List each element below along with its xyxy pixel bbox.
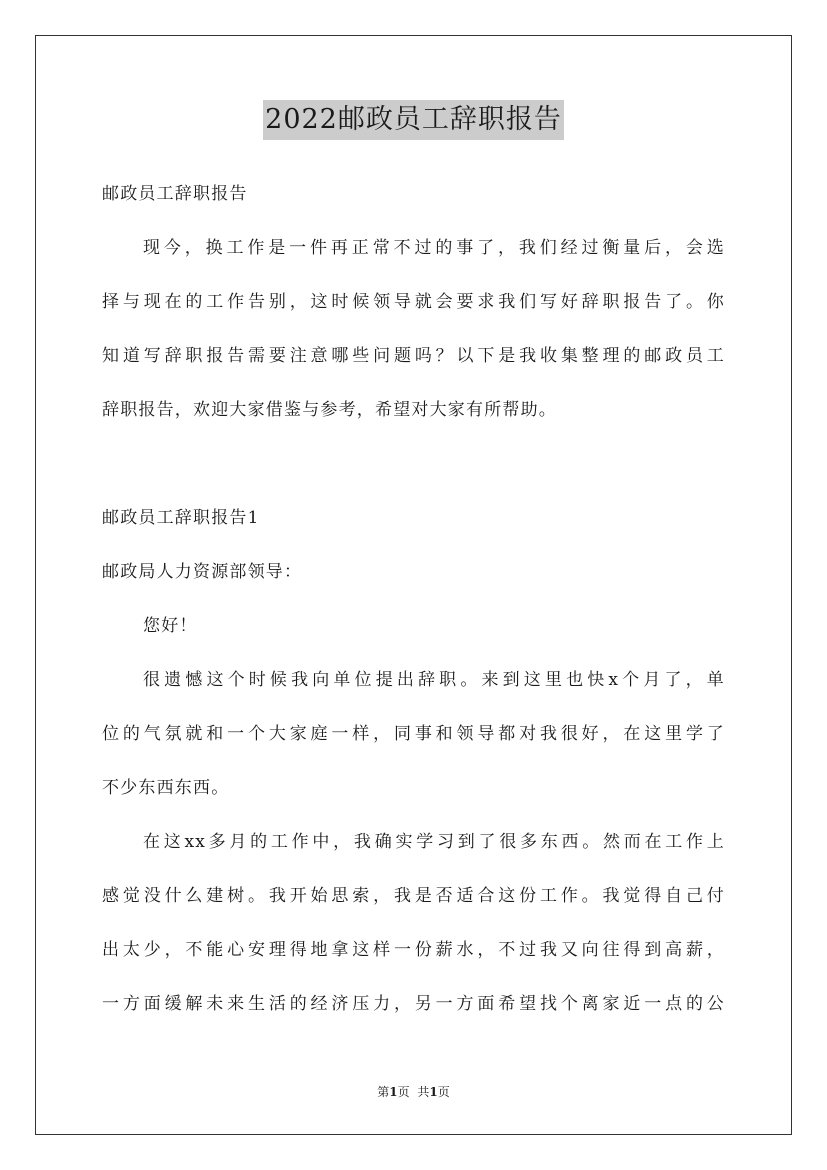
salutation: 邮政局人力资源部领导： <box>102 562 303 582</box>
total-suffix: 页 <box>437 1085 450 1099</box>
intro-line-1: 现今，换工作是一件再正常不过的事了，我们经过衡量后，会选 <box>143 238 725 258</box>
para2-line-1: 在这xx多月的工作中，我确实学习到了很多东西。然而在工作上 <box>143 832 725 852</box>
section-heading: 邮政员工辞职报告1 <box>102 508 260 528</box>
total-number: 1 <box>429 1085 438 1099</box>
document-title: 2022邮政员工辞职报告 <box>263 100 564 140</box>
intro-line-3: 知道写辞职报告需要注意哪些问题吗？以下是我收集整理的邮政员工 <box>102 346 725 366</box>
para2-line-3: 出太少，不能心安理得地拿这样一份薪水，不过我又向往得到高薪， <box>102 940 725 960</box>
total-prefix: 共 <box>417 1085 430 1099</box>
document-subtitle: 邮政员工辞职报告 <box>102 184 248 204</box>
para1-line-3: 不少东西东西。 <box>102 778 230 798</box>
para1-line-2: 位的气氛就和一个大家庭一样，同事和领导都对我很好，在这里学了 <box>102 724 725 744</box>
page-prefix: 第 <box>377 1085 390 1099</box>
page-footer <box>0 1084 827 1100</box>
page-number: 1 <box>389 1085 398 1099</box>
title-container <box>0 100 827 140</box>
greeting: 您好！ <box>143 616 198 636</box>
para2-line-2: 感觉没什么建树。我开始思索，我是否适合这份工作。我觉得自己付 <box>102 886 725 906</box>
intro-line-4: 辞职报告，欢迎大家借鉴与参考，希望对大家有所帮助。 <box>102 400 557 420</box>
para1-line-1: 很遗憾这个时候我向单位提出辞职。来到这里也快x个月了，单 <box>143 670 725 690</box>
para2-line-4: 一方面缓解未来生活的经济压力，另一方面希望找个离家近一点的公 <box>102 994 725 1014</box>
intro-line-2: 择与现在的工作告别，这时候领导就会要求我们写好辞职报告了。你 <box>102 292 725 312</box>
page-suffix: 页 <box>397 1085 410 1099</box>
